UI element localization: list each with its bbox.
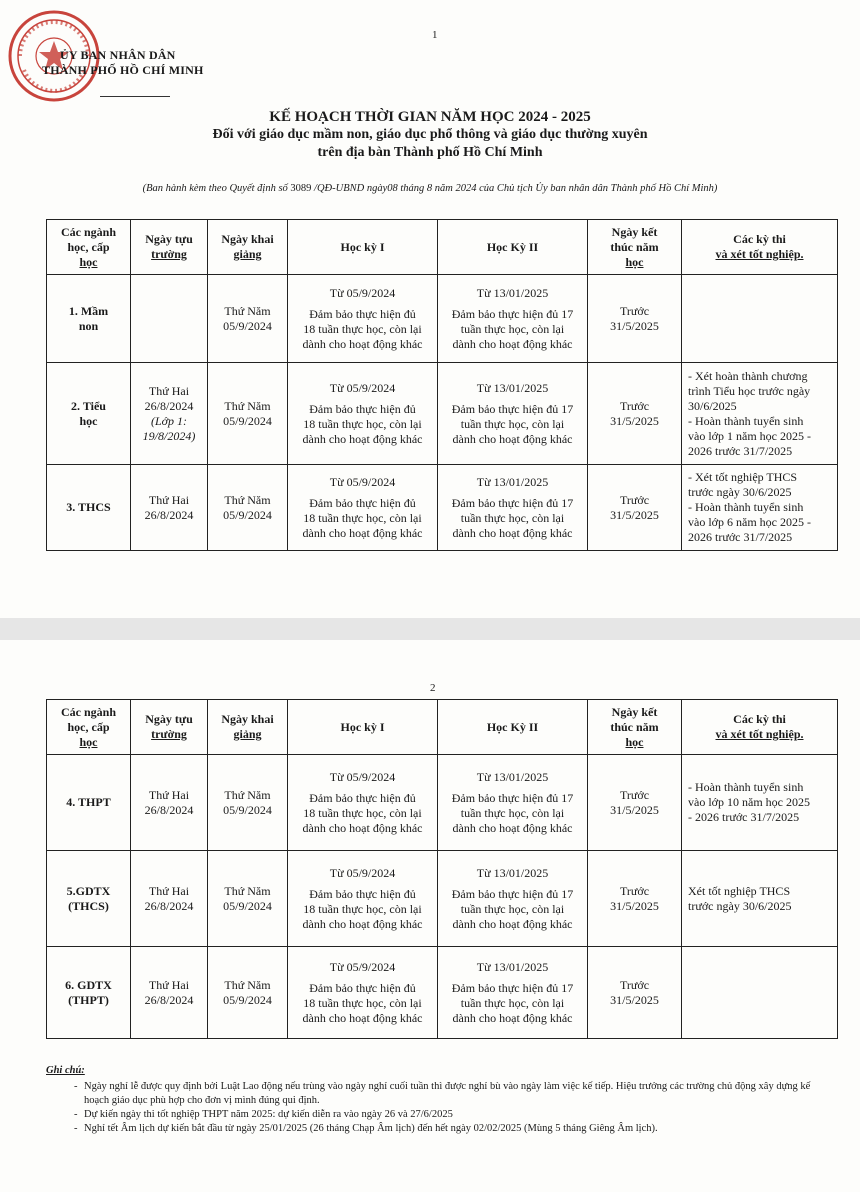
header-end-line: học (625, 254, 644, 269)
semester-text-line: dành cho hoạt động khác (302, 1010, 423, 1025)
semester-start: Từ 05/9/2024 (329, 865, 396, 880)
semester-start: Từ 13/01/2025 (476, 474, 549, 489)
arrival-line: Thứ Hai (148, 492, 190, 507)
document-subtitle: Đối với giáo dục mầm non, giáo dục phổ thông và giáo dục thường xuyên (212, 127, 648, 142)
page-number: 1 (432, 29, 438, 41)
header-semester-1: Học kỳ I (288, 220, 438, 275)
opening-line: 05/9/2024 (223, 992, 272, 1007)
cell-arrival (131, 275, 208, 363)
semester-start: Từ 13/01/2025 (476, 959, 549, 974)
semester-text-line: dành cho hoạt động khác (302, 916, 423, 931)
cell-opening (208, 363, 288, 465)
level-line: 5.GDTX (66, 883, 111, 898)
header-arrival-line: Ngày tựu (145, 712, 193, 726)
cell-level (47, 275, 131, 363)
semester-start: Từ 05/9/2024 (329, 285, 396, 300)
cell-level (47, 465, 131, 551)
issuer-city: THÀNH PHỐ HỒ CHÍ MINH (42, 63, 204, 77)
header-exams (682, 220, 838, 275)
semester-text-line: tuần thực học, còn lại (460, 805, 565, 820)
header-level-line: học (79, 734, 98, 749)
semester-text-line: Đảm bảo thực hiện đủ 17 (451, 886, 574, 901)
header-end-line: thúc năm (610, 719, 659, 734)
cell-exams (682, 363, 838, 465)
arrival-line: Thứ Hai (148, 383, 190, 398)
basis-prefix: (Ban hành kèm theo Quyết định số (142, 183, 291, 194)
table-body (47, 275, 838, 551)
semester-text-line: Đảm bảo thực hiện đủ (309, 886, 416, 901)
table-row (47, 275, 838, 363)
semester-start: Từ 05/9/2024 (329, 380, 396, 395)
table-row (47, 465, 838, 551)
cell-end (588, 755, 682, 851)
cell-level (47, 755, 131, 851)
header-end-line: học (625, 734, 644, 749)
end-line: Trước (619, 883, 650, 898)
arrival-line: 26/8/2024 (144, 507, 194, 522)
exam-line: - Hoàn thành tuyển sinh (688, 413, 804, 428)
semester-start: Từ 13/01/2025 (476, 380, 549, 395)
cell-end (588, 363, 682, 465)
note-item: - Nghỉ tết Âm lịch dự kiến bắt đầu từ ngày 25/01/2025 (26 tháng Chạp Âm lịch) đến hết ngày 02/02/2025 (Mùng 5 tháng Giêng Âm lịch). (84, 1122, 836, 1136)
cell-exams (682, 465, 838, 551)
cell-semester-2 (438, 465, 588, 551)
cell-semester-2 (438, 275, 588, 363)
level-line: (THCS) (68, 898, 109, 913)
cell-arrival (131, 363, 208, 465)
semester-text-line: Đảm bảo thực hiện đủ 17 (451, 980, 574, 995)
opening-line: Thứ Năm (224, 303, 271, 318)
exam-line: 2026 trước 31/7/2025 (688, 530, 793, 544)
level-line: 1. Mầm (68, 303, 109, 318)
semester-text-line: Đảm bảo thực hiện đủ (309, 980, 416, 995)
semester-text-line: dành cho hoạt động khác (452, 820, 573, 835)
semester-text-line: 18 tuần thực học, còn lại (303, 901, 422, 916)
semester-text-line: dành cho hoạt động khác (302, 820, 423, 835)
table-header (47, 700, 838, 755)
header-level-line: Các ngành (60, 704, 116, 719)
semester-text-line: dành cho hoạt động khác (302, 525, 423, 540)
end-line: Trước (619, 977, 650, 992)
header-arrival-line: trường (151, 727, 187, 741)
cell-opening (208, 755, 288, 851)
exam-line: trước ngày 30/6/2025 (688, 898, 792, 913)
issuer-underline (100, 96, 170, 97)
semester-text-line: 18 tuần thực học, còn lại (303, 416, 422, 431)
cell-end (588, 851, 682, 947)
end-line: 31/5/2025 (610, 413, 659, 428)
arrival-line: Thứ Hai (148, 787, 190, 802)
semester-text-line: Đảm bảo thực hiện đủ 17 (451, 401, 574, 416)
header-arrival-line: trường (151, 247, 187, 261)
cell-exams (682, 947, 838, 1039)
end-line: 31/5/2025 (610, 898, 659, 913)
basis-suffix: /QĐ-UBND ngày08 tháng 8 năm 2024 của Chủ tịch Ủy ban nhân dân Thành phố Hồ Chí Minh) (311, 183, 718, 194)
opening-line: Thứ Năm (224, 977, 271, 992)
issuer-block (42, 48, 204, 78)
semester-text-line: Đảm bảo thực hiện đủ (309, 306, 416, 321)
opening-line: 05/9/2024 (223, 507, 272, 522)
header-exams-line: và xét tốt nghiệp. (715, 727, 804, 741)
cell-semester-1 (288, 465, 438, 551)
header-opening-line: Ngày khai (221, 232, 274, 246)
cell-exams (682, 851, 838, 947)
semester-text-line: 18 tuần thực học, còn lại (303, 805, 422, 820)
exam-line: - 2026 trước 31/7/2025 (688, 810, 800, 824)
cell-opening (208, 275, 288, 363)
cell-semester-2 (438, 755, 588, 851)
cell-level (47, 851, 131, 947)
table-body (47, 755, 838, 1039)
table-row (47, 851, 838, 947)
header-level-line: học, cấp (67, 719, 110, 734)
cell-arrival (131, 465, 208, 551)
semester-text-line: Đảm bảo thực hiện đủ 17 (451, 306, 574, 321)
page-separator (0, 618, 860, 642)
cell-exams (682, 755, 838, 851)
note-item: - Ngày nghỉ lễ được quy định bởi Luật Lao động nếu trùng vào ngày nghỉ cuối tuần thì được nghỉ bù vào ngày làm việc kế tiếp. Hiệu trưởng các trường chủ động xây dựng kế hoạch giáo dục phù hợp cho đơn vị mình đúng qui định. (84, 1080, 836, 1108)
header-row (47, 700, 838, 755)
opening-line: 05/9/2024 (223, 318, 272, 333)
cell-semester-1 (288, 755, 438, 851)
opening-line: Thứ Năm (224, 787, 271, 802)
header-semester-2: Học Kỳ II (438, 700, 588, 755)
header-level (47, 700, 131, 755)
semester-text-line: dành cho hoạt động khác (452, 916, 573, 931)
exam-line: trước ngày 30/6/2025 (688, 485, 792, 499)
exam-line: - Xét tốt nghiệp THCS (688, 470, 798, 484)
header-arrival (131, 700, 208, 755)
semester-start: Từ 13/01/2025 (476, 769, 549, 784)
end-line: Trước (619, 492, 650, 507)
cell-exams (682, 275, 838, 363)
opening-line: 05/9/2024 (223, 802, 272, 817)
cell-arrival (131, 947, 208, 1039)
header-level-line: Các ngành (60, 224, 116, 239)
semester-text-line: Đảm bảo thực hiện đủ (309, 790, 416, 805)
cell-semester-1 (288, 275, 438, 363)
arrival-line: 19/8/2024) (142, 428, 196, 443)
end-line: 31/5/2025 (610, 802, 659, 817)
arrival-line: 26/8/2024 (144, 802, 194, 817)
level-line: non (78, 318, 99, 333)
header-end (588, 220, 682, 275)
level-line: 3. THCS (66, 500, 111, 514)
arrival-line: 26/8/2024 (144, 992, 194, 1007)
header-end-line: Ngày kết (611, 224, 658, 239)
notes-heading: Ghi chú: (46, 1065, 85, 1076)
arrival-line: (Lớp 1: (150, 413, 188, 428)
semester-text-line: 18 tuần thực học, còn lại (303, 321, 422, 336)
header-opening-line: Ngày khai (221, 712, 274, 726)
opening-line: Thứ Năm (224, 398, 271, 413)
end-line: 31/5/2025 (610, 507, 659, 522)
cell-end (588, 275, 682, 363)
header-opening-line: giảng (233, 247, 262, 261)
header-level-line: học, cấp (67, 239, 110, 254)
schedule-table (46, 699, 838, 1039)
semester-text-line: Đảm bảo thực hiện đủ (309, 495, 416, 510)
end-line: 31/5/2025 (610, 318, 659, 333)
semester-text-line: dành cho hoạt động khác (452, 1010, 573, 1025)
level-line: 2. Tiểu (71, 398, 106, 413)
opening-line: 05/9/2024 (223, 898, 272, 913)
cell-opening (208, 947, 288, 1039)
cell-semester-1 (288, 851, 438, 947)
cell-end (588, 465, 682, 551)
table-row (47, 363, 838, 465)
cell-semester-1 (288, 363, 438, 465)
table-row (47, 755, 838, 851)
issuer-name: ỦY BAN NHÂN DÂN (60, 48, 176, 62)
arrival-line: Thứ Hai (148, 883, 190, 898)
notes-section (46, 1064, 836, 1136)
semester-text-line: 18 tuần thực học, còn lại (303, 995, 422, 1010)
decision-number: 3089 (290, 183, 312, 194)
header-exams-line: và xét tốt nghiệp. (715, 247, 804, 261)
exam-line: vào lớp 6 năm học 2025 - (688, 515, 811, 529)
semester-text-line: tuần thực học, còn lại (460, 321, 565, 336)
arrival-line: 26/8/2024 (144, 398, 194, 413)
page-number: 2 (430, 682, 436, 694)
header-opening-line: giảng (233, 727, 262, 741)
document-title: KẾ HOẠCH THỜI GIAN NĂM HỌC 2024 - 2025 (269, 109, 591, 125)
semester-start: Từ 05/9/2024 (329, 474, 396, 489)
note-item: - Dự kiến ngày thi tốt nghiệp THPT năm 2025: dự kiến diễn ra vào ngày 26 và 27/6/2025 (84, 1108, 836, 1122)
cell-opening (208, 851, 288, 947)
cell-semester-1 (288, 947, 438, 1039)
exam-line: - Hoàn thành tuyển sinh (688, 500, 804, 514)
header-semester-1: Học kỳ I (288, 700, 438, 755)
level-line: học (79, 413, 98, 428)
exam-line: vào lớp 1 năm học 2025 - (688, 428, 811, 443)
arrival-line: 26/8/2024 (144, 898, 194, 913)
header-arrival-line: Ngày tựu (145, 232, 193, 246)
exam-line: vào lớp 10 năm học 2025 (688, 795, 810, 809)
semester-text-line: tuần thực học, còn lại (460, 901, 565, 916)
semester-start: Từ 05/9/2024 (329, 959, 396, 974)
cell-arrival (131, 755, 208, 851)
schedule-table (46, 219, 838, 551)
semester-text-line: dành cho hoạt động khác (302, 336, 423, 351)
notes-list (46, 1080, 836, 1136)
opening-line: 05/9/2024 (223, 413, 272, 428)
header-exams (682, 700, 838, 755)
header-opening (208, 220, 288, 275)
exam-line: - Hoàn thành tuyển sinh (688, 780, 804, 794)
header-exams-line: Các kỳ thi (733, 712, 786, 726)
header-exams-line: Các kỳ thi (733, 232, 786, 246)
cell-arrival (131, 851, 208, 947)
end-line: Trước (619, 398, 650, 413)
exam-line: Xét tốt nghiệp THCS (688, 883, 791, 898)
semester-text-line: tuần thực học, còn lại (460, 510, 565, 525)
cell-opening (208, 465, 288, 551)
semester-text-line: tuần thực học, còn lại (460, 995, 565, 1010)
cell-level (47, 947, 131, 1039)
semester-text-line: Đảm bảo thực hiện đủ 17 (451, 495, 574, 510)
exam-line: - Xét hoàn thành chương (688, 368, 808, 383)
semester-text-line: Đảm bảo thực hiện đủ 17 (451, 790, 574, 805)
semester-start: Từ 13/01/2025 (476, 865, 549, 880)
table-header (47, 220, 838, 275)
semester-text-line: tuần thực học, còn lại (460, 416, 565, 431)
end-line: Trước (619, 303, 650, 318)
semester-start: Từ 05/9/2024 (329, 769, 396, 784)
header-arrival (131, 220, 208, 275)
semester-text-line: 18 tuần thực học, còn lại (303, 510, 422, 525)
cell-level (47, 363, 131, 465)
header-level-line: học (79, 254, 98, 269)
level-line: 4. THPT (66, 795, 111, 809)
header-end (588, 700, 682, 755)
end-line: Trước (619, 787, 650, 802)
level-line: (THPT) (68, 992, 109, 1007)
opening-line: Thứ Năm (224, 492, 271, 507)
semester-text-line: Đảm bảo thực hiện đủ (309, 401, 416, 416)
end-line: 31/5/2025 (610, 992, 659, 1007)
arrival-line: Thứ Hai (148, 977, 190, 992)
cell-semester-2 (438, 947, 588, 1039)
opening-line: Thứ Năm (224, 883, 271, 898)
table-row (47, 947, 838, 1039)
exam-line: 2026 trước 31/7/2025 (688, 443, 793, 458)
document-subtitle-2: trên địa bàn Thành phố Hồ Chí Minh (317, 145, 543, 160)
header-semester-2: Học Kỳ II (438, 220, 588, 275)
level-line: 6. GDTX (65, 977, 112, 992)
header-end-line: Ngày kết (611, 704, 658, 719)
semester-text-line: dành cho hoạt động khác (302, 431, 423, 446)
header-opening (208, 700, 288, 755)
exam-line: trình Tiểu học trước ngày (688, 383, 811, 398)
cell-semester-2 (438, 851, 588, 947)
semester-text-line: dành cho hoạt động khác (452, 336, 573, 351)
exam-line: 30/6/2025 (688, 398, 737, 413)
cell-end (588, 947, 682, 1039)
header-level (47, 220, 131, 275)
semester-start: Từ 13/01/2025 (476, 285, 549, 300)
semester-text-line: dành cho hoạt động khác (452, 525, 573, 540)
issuance-basis (0, 183, 860, 194)
header-end-line: thúc năm (610, 239, 659, 254)
cell-semester-2 (438, 363, 588, 465)
semester-text-line: dành cho hoạt động khác (452, 431, 573, 446)
header-row (47, 220, 838, 275)
